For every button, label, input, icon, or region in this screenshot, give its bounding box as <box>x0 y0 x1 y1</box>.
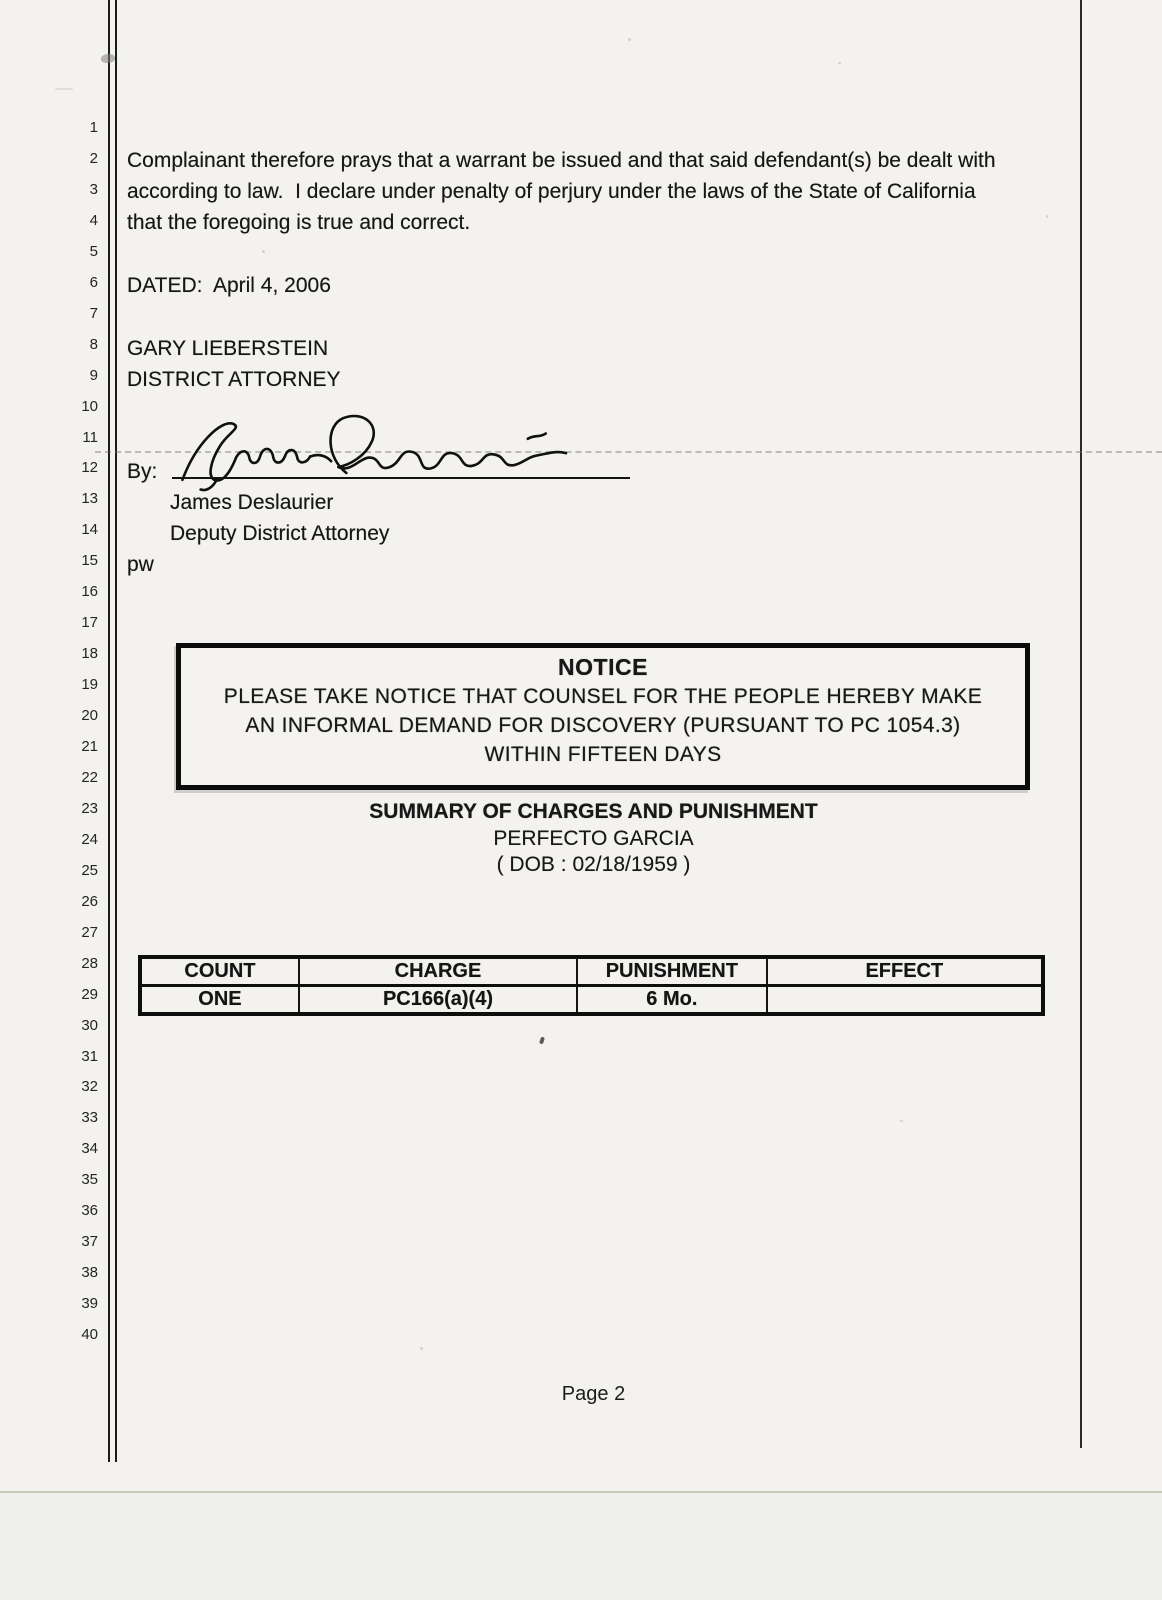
line-number: 22 <box>81 768 98 786</box>
line-number: 5 <box>89 242 98 260</box>
signer-name: James Deslaurier <box>170 491 334 514</box>
line-number: 21 <box>81 738 98 755</box>
line-number: 37 <box>81 1233 98 1251</box>
line-number: 1 <box>89 119 98 136</box>
notice-title: NOTICE <box>558 654 648 680</box>
scan-speck <box>55 88 73 90</box>
charges-cell <box>767 986 1043 1015</box>
line-number: 12 <box>81 459 98 477</box>
line-number: 16 <box>81 583 98 601</box>
line-number: 3 <box>89 180 98 198</box>
notice-line: WITHIN FIFTEEN DAYS <box>484 743 722 766</box>
charges-header-cell: EFFECT <box>767 957 1043 986</box>
line-number: 38 <box>81 1264 98 1282</box>
charges-header-cell: COUNT <box>140 957 299 986</box>
scan-speck <box>838 62 841 64</box>
by-label: By: <box>127 460 158 483</box>
signer-title: Deputy District Attorney <box>170 522 390 545</box>
line-number: 20 <box>81 707 98 725</box>
defendant-dob: ( DOB : 02/18/1959 ) <box>496 853 691 876</box>
defendant-name: PERFECTO GARCIA <box>493 827 694 850</box>
scan-speck <box>628 38 631 41</box>
left-margin-rule-inner <box>108 0 110 1462</box>
scan-speck <box>1046 215 1048 218</box>
charges-header-cell: CHARGE <box>299 957 577 986</box>
charges-header-cell: PUNISHMENT <box>577 957 767 986</box>
district-attorney-title: DISTRICT ATTORNEY <box>127 368 341 391</box>
dated-line: DATED: April 4, 2006 <box>127 274 331 297</box>
district-attorney-name: GARY LIEBERSTEIN <box>127 337 329 360</box>
line-number: 10 <box>81 397 98 415</box>
line-number: 28 <box>81 954 98 972</box>
scan-speck <box>420 1347 423 1350</box>
paragraph-line: that the foregoing is true and correct. <box>127 211 471 234</box>
line-number: 6 <box>89 273 98 291</box>
line-number: 18 <box>81 645 98 663</box>
line-number: 33 <box>81 1109 98 1127</box>
charges-row <box>140 986 1043 1015</box>
line-number: 15 <box>81 552 98 570</box>
paragraph-line: according to law. I declare under penalty of perjury under the laws of the State of California <box>127 180 976 203</box>
line-number: 27 <box>81 923 98 941</box>
clerk-initials: pw <box>127 553 154 576</box>
notice-line: AN INFORMAL DEMAND FOR DISCOVERY (PURSUANT TO PC 1054.3) <box>245 714 961 737</box>
line-number: 29 <box>81 985 98 1003</box>
ink-speck <box>539 1037 545 1045</box>
left-margin-rule-outer <box>115 0 117 1462</box>
line-number: 35 <box>81 1171 98 1189</box>
scanner-background <box>0 1493 1162 1600</box>
line-number: 13 <box>81 490 98 508</box>
scan-speck <box>900 1120 903 1122</box>
line-number: 8 <box>89 335 98 353</box>
line-number: 7 <box>89 304 98 322</box>
line-number: 36 <box>81 1202 98 1220</box>
line-number: 40 <box>81 1326 98 1344</box>
line-number: 25 <box>81 861 98 879</box>
charges-header-row <box>140 957 1043 986</box>
paragraph-line: Complainant therefore prays that a warrant be issued and that said defendant(s) be dealt with <box>127 149 996 172</box>
line-number: 32 <box>81 1078 98 1096</box>
charges-table <box>138 955 1045 1016</box>
scan-speck <box>262 250 265 253</box>
line-number: 4 <box>89 211 98 229</box>
notice-line: PLEASE TAKE NOTICE THAT COUNSEL FOR THE PEOPLE HEREBY MAKE <box>223 685 983 708</box>
charges-summary <box>127 798 1060 878</box>
right-margin-rule <box>1080 0 1082 1448</box>
line-number: 11 <box>82 428 98 446</box>
line-number: 31 <box>81 1047 98 1065</box>
line-number: 24 <box>81 830 98 848</box>
line-number: 9 <box>89 366 98 384</box>
line-number: 34 <box>81 1140 98 1158</box>
charges-cell: ONE <box>140 986 299 1015</box>
line-number: 17 <box>81 614 98 632</box>
complaint-paragraph <box>127 145 1062 238</box>
line-number: 14 <box>81 521 98 539</box>
line-number: 23 <box>81 799 98 817</box>
scan-smudge <box>101 54 115 63</box>
line-number: 26 <box>81 892 98 910</box>
signature-line <box>172 477 630 479</box>
notice-box <box>176 643 1030 790</box>
charges-cell: 6 Mo. <box>577 986 767 1015</box>
notice-lines <box>181 682 1025 769</box>
line-number: 19 <box>81 676 98 694</box>
signature-script <box>167 408 638 496</box>
line-number: 30 <box>81 1016 98 1034</box>
page-number-footer: Page 2 <box>561 1383 626 1405</box>
summary-heading: SUMMARY OF CHARGES AND PUNISHMENT <box>369 800 818 823</box>
charges-cell: PC166(a)(4) <box>299 986 577 1015</box>
line-number: 2 <box>89 149 98 167</box>
line-number: 39 <box>81 1295 98 1313</box>
